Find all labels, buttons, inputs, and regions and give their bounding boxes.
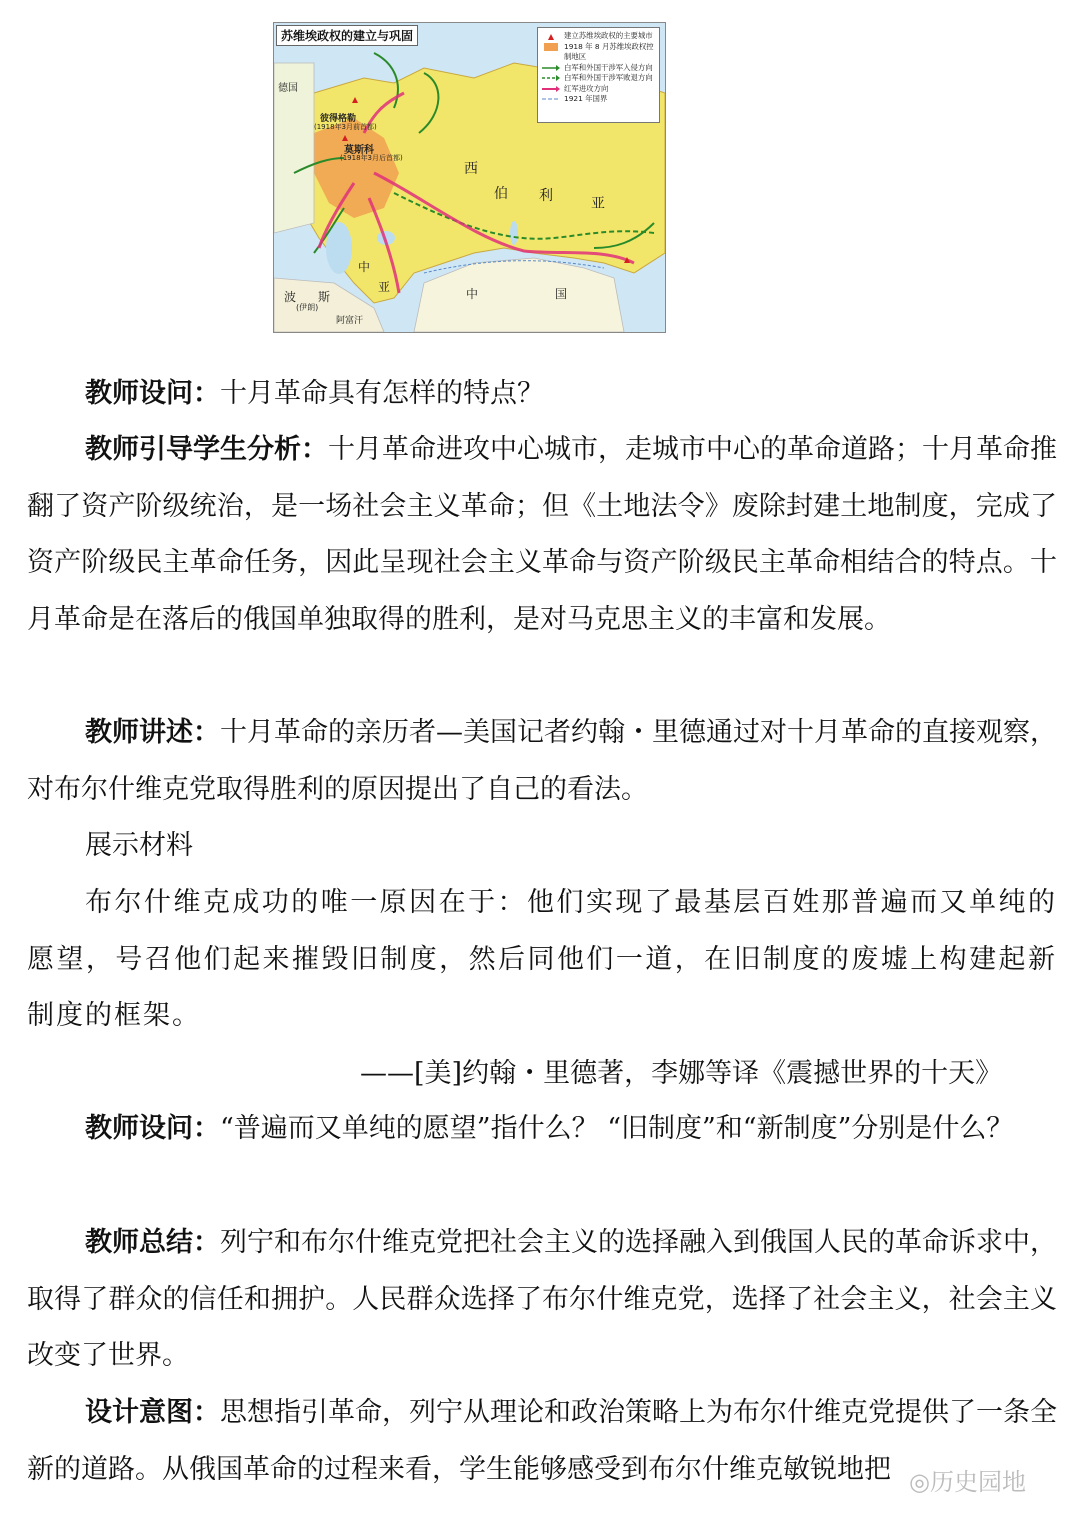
map-label-persia-si: 斯 [318,290,331,304]
map-label-moscow-note: (1918年3月后首都) [340,154,403,162]
map-legend [537,27,660,123]
quote-source: ——[美]约翰・里德著，李娜等译《震撼世界的十天》 [360,1058,1003,1089]
map-label-china-guo: 国 [555,287,568,301]
map-label-zhong-asia: 中 [358,260,371,274]
legend-text: 1918 年 8 月苏维埃政权控制地区 [564,41,654,61]
paragraph-body: 列宁和布尔什维克党把社会主义的选择融入到俄国人民的革命诉求中，取得了群众的信任和拥护。人民群众选择了布尔什维克党，选择了社会主义，社会主义改变了世界。 [27,1227,1057,1371]
paragraph-heading: 教师总结： [85,1227,220,1258]
border-line-icon [541,94,561,104]
map-figure [273,22,666,333]
paragraph-body: “普遍而又单纯的愿望”指什么？ “旧制度”和“新制度”分别是什么？ [220,1113,1014,1144]
paragraph-narration [27,705,1057,818]
paragraph-body: 十月革命进攻中心城市，走城市中心的革命道路；十月革命推翻了资产阶级统治，是一场社会主义革命；但《土地法令》废除封建土地制度，完成了资产阶级民主革命任务，因此呈现社会主义革命与资产阶级民主革命相结合的特点。十月革命是在落后的俄国单独取得的胜利，是对马克思主义的丰富和发展。 [27,434,1057,635]
paragraph-heading: 教师设问： [85,378,220,409]
legend-text: 白军和外国干涉军入侵方向 [564,62,653,72]
legend-text: 白军和外国干涉军败退方向 [564,73,653,82]
paragraph-heading: 设计意图： [85,1397,220,1428]
watermark-text: 历史园地 [929,1468,1026,1496]
paragraph-question-1 [27,366,1057,423]
map-label-china-zhong: 中 [466,287,479,301]
paragraph-body: 十月革命的亲历者—美国记者约翰・里德通过对十月革命的直接观察，对布尔什维克党取得胜利的原因提出了自己的看法。 [27,717,1057,805]
map-label-bo: 伯 [494,186,508,202]
legend-row [541,42,656,63]
map-label-west: 西 [464,161,478,177]
map-label-ya: 亚 [591,196,605,212]
map-title: 苏维埃政权的建立与巩固 [276,25,418,46]
legend-row [541,73,656,84]
map-label-afghan: 阿富汗 [336,316,364,326]
green-arrow-icon [541,63,561,73]
paragraph-design-intent [27,1385,1057,1498]
paragraph-question-2 [27,1101,1057,1158]
paragraph-heading: 教师引导学生分析： [85,434,328,465]
green-dashed-arrow-icon [541,73,561,83]
paragraph-summary [27,1215,1057,1385]
paragraph-analysis [27,422,1057,648]
legend-row [541,94,656,105]
map-label-persia-bo: 波 [284,290,297,304]
paragraph-heading: 教师讲述： [85,717,220,748]
map-label-moscow: 莫斯科 [344,145,374,156]
legend-text: 建立苏维埃政权的主要城市 [564,31,653,40]
map-label-petrograd-note: (1918年3月前首都) [314,123,377,131]
map-label-petrograd: 彼得格勒 [320,114,357,124]
legend-row [541,84,656,95]
quote-text: 布尔什维克成功的唯一原因在于：他们实现了最基层百姓那普遍而又单纯的愿望，号召他们起来摧毁旧制度，然后同他们一道，在旧制度的废墟上构建起新制度的框架。 [27,887,1057,1031]
map-label-iran: (伊朗) [296,303,319,312]
paragraph-body: 思想指引革命，列宁从理论和政治策略上为布尔什维克党提供了一条全新的道路。从俄国革命的过程来看，学生能够感受到布尔什维克敏锐地把 [27,1397,1057,1485]
map-label-ya-asia: 亚 [378,280,391,294]
paragraph-heading: 教师设问： [85,1113,220,1144]
china-area [414,258,624,332]
map-label-germany: 德国 [278,83,298,94]
legend-row [541,63,656,74]
legend-text: 红军进攻方向 [564,83,609,93]
map-label-li: 利 [539,188,553,204]
legend-text: 1921 年国界 [564,94,608,103]
watermark [905,1462,1030,1497]
paragraph-body: 十月革命具有怎样的特点？ [220,378,544,409]
wechat-icon: ◎ [909,1468,930,1496]
orange-area-icon [541,42,561,52]
legend-row [541,31,656,42]
baikal-lake [510,221,518,245]
pink-arrow-icon [541,84,561,94]
material-heading: 展示材料 [85,830,193,861]
red-triangle-icon [541,31,561,41]
